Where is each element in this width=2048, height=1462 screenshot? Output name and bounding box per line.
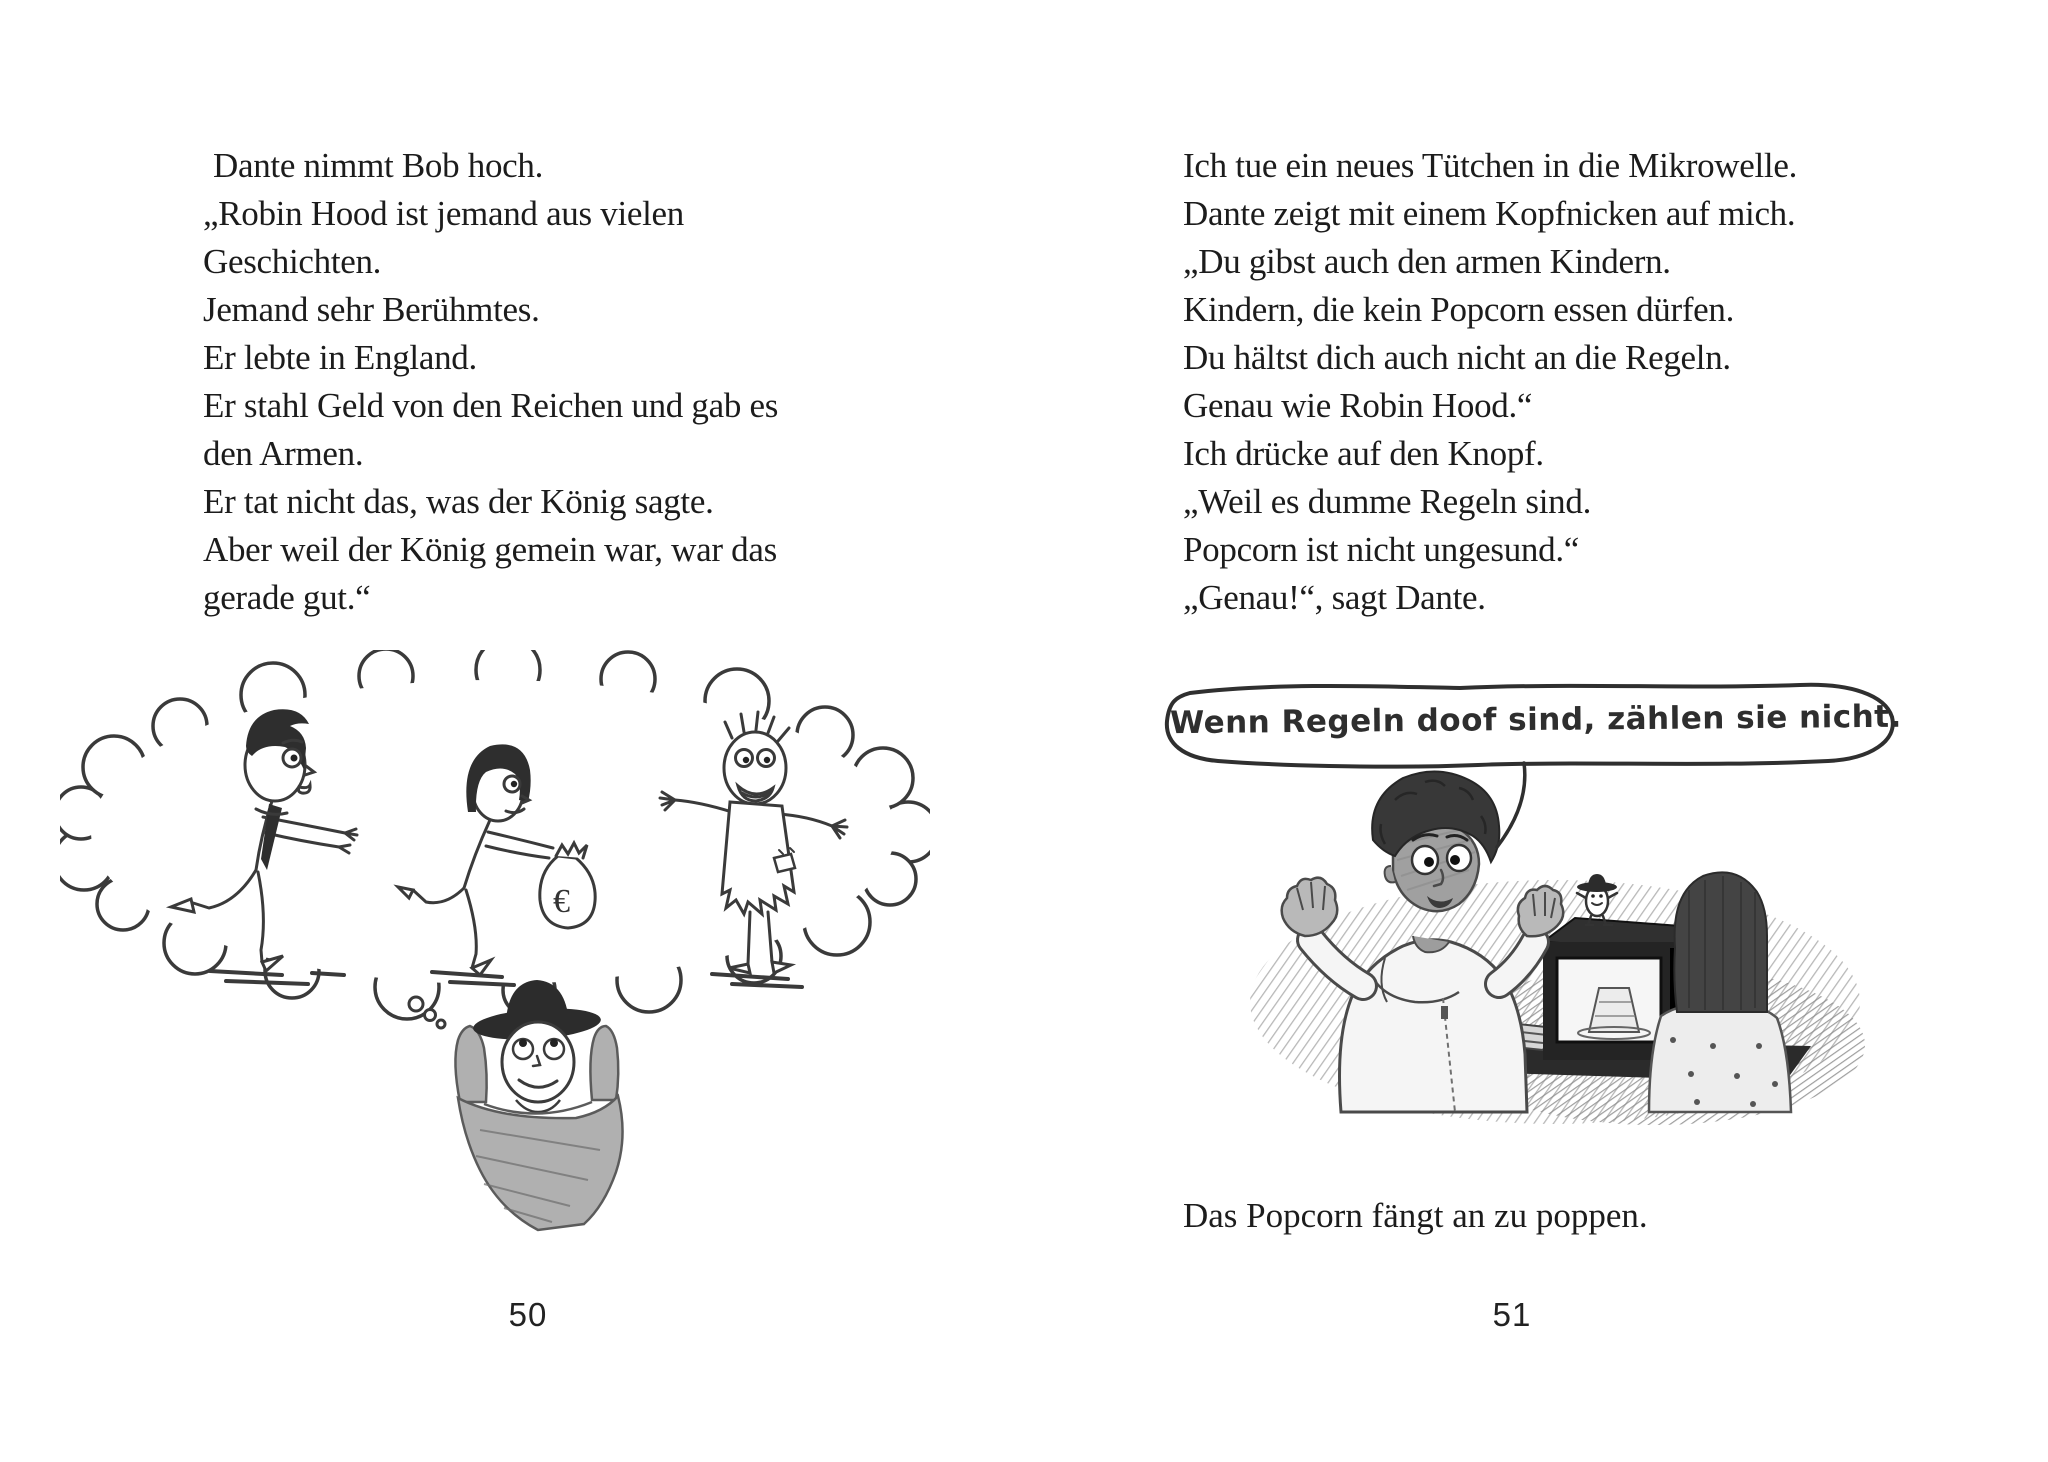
text-line: den Armen. bbox=[203, 434, 364, 473]
page-number: 50 bbox=[508, 1296, 548, 1333]
text-line: Genau wie Robin Hood.“ bbox=[1183, 386, 1533, 425]
thought-cloud-illustration bbox=[60, 650, 930, 1240]
text-line: „Weil es dumme Regeln sind. bbox=[1183, 482, 1592, 521]
text-line: Geschichten. bbox=[203, 242, 382, 281]
text-line: „Du gibst auch den armen Kindern. bbox=[1183, 242, 1671, 281]
text-line: Kindern, die kein Popcorn essen dürfen. bbox=[1183, 290, 1735, 329]
story-text-left bbox=[203, 142, 778, 622]
text-line: Du hältst dich auch nicht an die Regeln. bbox=[1183, 338, 1731, 377]
speech-bubble bbox=[1145, 655, 1935, 870]
bob-figure bbox=[472, 980, 602, 1112]
speech-bubble-tail bbox=[1497, 763, 1525, 847]
text-line: „Robin Hood ist jemand aus vielen bbox=[203, 194, 684, 233]
text-line: Dante nimmt Bob hoch. bbox=[213, 146, 544, 185]
page-number: 51 bbox=[1492, 1296, 1532, 1333]
zipper-pull bbox=[1441, 1006, 1448, 1019]
closing-line: Das Popcorn fängt an zu poppen. bbox=[1183, 1196, 1648, 1235]
text-line: Er lebte in England. bbox=[203, 338, 477, 377]
left-hand bbox=[1282, 878, 1338, 936]
speech-bubble-text: Wenn Regeln doof sind, zählen sie nicht. bbox=[1169, 698, 1902, 742]
story-text-right bbox=[1183, 142, 1797, 622]
text-line: Dante zeigt mit einem Kopfnicken auf mich. bbox=[1183, 194, 1796, 233]
text-line: Aber weil der König gemein war, war das bbox=[203, 530, 777, 569]
text-line: Er tat nicht das, was der König sagte. bbox=[203, 482, 714, 521]
text-line: Jemand sehr Berühmtes. bbox=[203, 290, 540, 329]
text-line: Ich tue ein neues Tütchen in die Mikrowelle. bbox=[1183, 146, 1798, 185]
text-line: gerade gut.“ bbox=[203, 578, 371, 617]
euro-symbol: € bbox=[553, 883, 570, 920]
text-line: Ich drücke auf den Knopf. bbox=[1183, 434, 1544, 473]
text-line: Popcorn ist nicht ungesund.“ bbox=[1183, 530, 1579, 569]
hand-holding-bob bbox=[455, 980, 622, 1230]
text-line: „Genau!“, sagt Dante. bbox=[1183, 578, 1486, 617]
text-line: Er stahl Geld von den Reichen und gab es bbox=[203, 386, 779, 425]
